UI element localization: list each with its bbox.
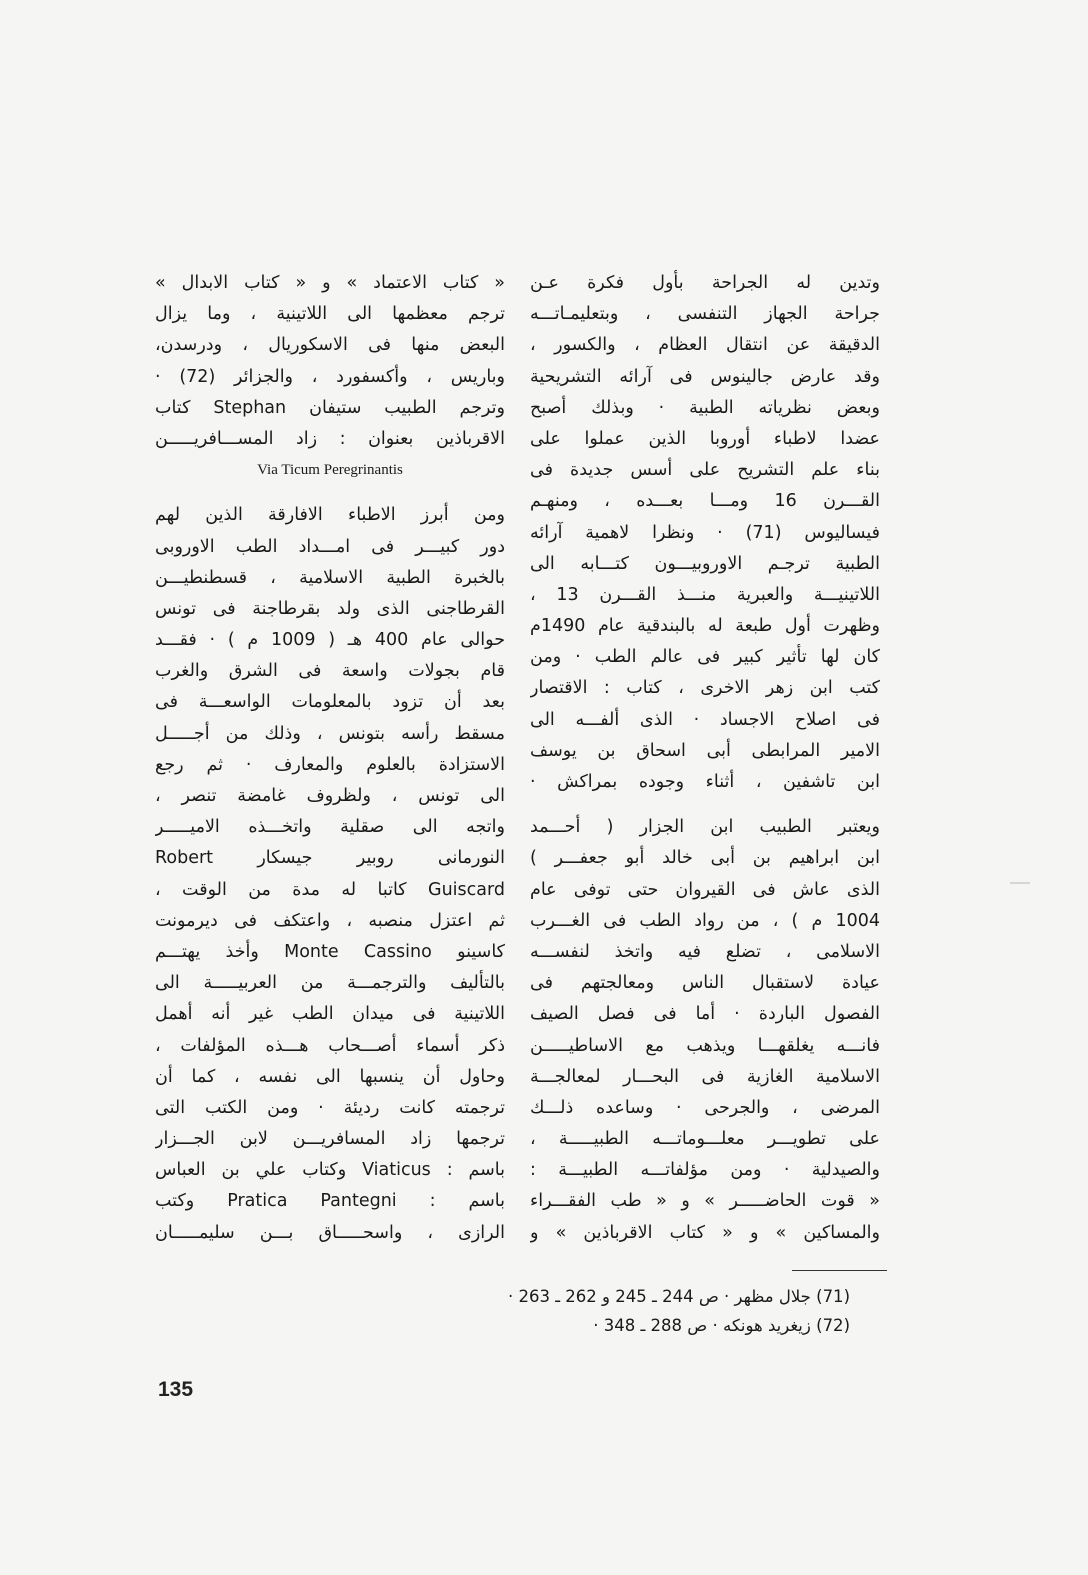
left-column-line: بالخبرة الطبية الاسلامية ، قسطنطيـــن <box>155 567 505 588</box>
right-column-line: 1004 م ) ، من رواد الطب فى الغـــرب <box>530 910 880 931</box>
right-column-line: القـــرن 16 ومـــا بعـــده ، ومنهـم <box>530 491 880 512</box>
right-column-line: الاسلامية الغازية فى البحـــار لمعالجـــة <box>530 1066 880 1087</box>
right-column-line: وتدين له الجراحة بأول فكرة عـن <box>530 273 880 293</box>
right-text-column <box>530 268 880 1249</box>
left-column-line: اللاتينية فى ميدان الطب غير أنه أهمل <box>155 1004 505 1025</box>
left-column-line: الرازى ، واسحـــــاق بـــن سليمـــــان <box>155 1222 505 1243</box>
left-column-line: النورمانى روبير جيسكار Robert <box>155 848 505 869</box>
left-column-line: حوالى عام 400 هـ ( 1009 م ) · فقـــد <box>155 630 505 651</box>
right-column-line: الدقيقة عن انتقال العظام ، والكسور ، <box>530 335 880 356</box>
left-column-line: ثم اعتزل منصبه ، واعتكف فى ديرمونت <box>155 910 505 931</box>
footnote-72: (72) زيغريد هونكه · ص 288 ـ 348 · <box>593 1316 850 1335</box>
right-column-line: عيادة لاستقبال الناس ومعالجتهم فى <box>530 973 880 994</box>
left-column-line: الى تونس ، ولظروف غامضة تنصر ، <box>155 786 505 806</box>
left-column-line: وحاول أن ينسبها الى نفسه ، كما أن <box>155 1066 505 1087</box>
right-column-line: على تطويـــر معلـــوماتـــه الطبيـــــة ، <box>530 1129 880 1150</box>
right-column-line: فانـــه يغلقهـــا ويذهب مع الاساطيـــــن <box>530 1035 880 1056</box>
right-column-line: والصيدلية · ومن مؤلفاتـــه الطبيـــة : <box>530 1160 880 1181</box>
left-column-line: كاسينو Monte Cassino وأخذ يهتـــم <box>155 941 505 962</box>
left-column-line: باسم : Pratica Pantegni وكتب <box>155 1191 505 1212</box>
left-column-line: ومن أبرز الاطباء الافارقة الذين لهم <box>155 505 505 526</box>
right-column-line: وقد عارض جالينوس فى آرائه التشريحية <box>530 366 880 387</box>
left-column-line: مسقط رأسه بتونس ، وذلك من أجـــــل <box>155 723 505 744</box>
left-column-line: وترجم الطبيب ستيفان Stephan كتاب <box>155 397 505 418</box>
footnote-71: (71) جلال مظهر · ص 244 ـ 245 و 262 ـ 263 · <box>507 1287 850 1306</box>
right-column-line: الامير المرابطى أبى اسحاق بن يوسف <box>530 740 880 761</box>
left-column-line: باسم : Viaticus وكتاب علي بن العباس <box>155 1160 505 1181</box>
left-text-column <box>155 268 505 1249</box>
left-column-line: ترجمها زاد المسافريـــن لابن الجـــزار <box>155 1129 505 1150</box>
left-column-line: وباريس ، وأكسفورد ، والجزائر (72) · <box>155 366 505 387</box>
right-column-line: اللاتينيـــة والعبرية منـــذ القـــرن 13 ، <box>530 584 880 605</box>
left-column-line: واتجه الى صقلية واتخـــذه الاميـــــر <box>155 817 505 838</box>
right-column-line: جراحة الجهاز التنفسى ، وبتعليمـاتـــه <box>530 304 880 325</box>
left-column-line: بعد أن تزود بالمعلومات الواسعـــة فى <box>155 692 505 713</box>
paragraph-break <box>155 486 505 500</box>
left-column-line: « كتاب الاعتماد » و « كتاب الابدال » <box>155 273 505 293</box>
scan-mark <box>1010 882 1030 884</box>
right-column-line: « قوت الحاضـــــر » و « طب الفقـــراء <box>530 1191 880 1212</box>
left-column-line: Via Ticum Peregrinantis <box>257 462 403 479</box>
left-column-line: Guiscard كاتبا له مدة من الوقت ، <box>155 879 505 900</box>
left-column-line: ذكر أسماء أصـــحاب هـــذه المؤلفات ، <box>155 1035 505 1056</box>
right-column-line: وبعض نظرياته الطبية · وبذلك أصبح <box>530 397 880 418</box>
paragraph-break <box>530 798 880 812</box>
left-column-line: ترجم معظمها الى اللاتينية ، وما يزال <box>155 304 505 325</box>
right-column-line: الاسلامى ، تضلع فيه واتخذ لنفســـه <box>530 941 880 962</box>
left-column-line: دور كبيـــر فى امـــداد الطب الاوروبى <box>155 536 505 557</box>
left-column-line: قام بجولات واسعة فى الشرق والغرب <box>155 661 505 682</box>
right-column-line: الفصول الباردة · أما فى فصل الصيف <box>530 1004 880 1025</box>
right-column-line: كان لها تأثير كبير فى عالم الطب · ومن <box>530 647 880 668</box>
left-column-line: ترجمته كانت رديئة · ومن الكتب التى <box>155 1097 505 1118</box>
right-column-line: الطبية ترجـم الاوروبيـــون كتـــابه الى <box>530 553 880 574</box>
right-column-line: الذى عاش فى القيروان حتى توفى عام <box>530 879 880 900</box>
page-number: 135 <box>158 1378 194 1401</box>
footnotes <box>395 1282 850 1340</box>
right-column-line: وظهرت أول طبعة له بالبندقية عام 1490م <box>530 616 880 637</box>
right-column-line: ابن ابراهيم بن أبى خالد أبو جعفـــر ) <box>530 848 880 869</box>
left-column-line: الاقرباذين بعنوان : زاد المســـافريـــــن <box>155 428 505 449</box>
footnote-separator <box>792 1270 887 1271</box>
left-column-line: البعض منها فى الاسكوريال ، ودرسدن، <box>155 335 505 356</box>
left-column-line: الاستزادة بالعلوم والمعارف · ثم رجع <box>155 754 505 775</box>
right-column-line: فيساليوس (71) · ونظرا لاهمية آرائه <box>530 522 880 543</box>
right-column-line: عضدا لاطباء أوروبا الذين عملوا على <box>530 428 880 449</box>
right-column-line: كتب ابن زهر الاخرى ، كتاب : الاقتصار <box>530 678 880 699</box>
right-column-line: فى اصلاح الاجساد · الذى ألفـــه الى <box>530 709 880 730</box>
left-column-line: بالتأليف والترجمـــة من العربيـــــة الى <box>155 973 505 994</box>
right-column-line: والمساكين » و « كتاب الاقرباذين » و <box>530 1222 880 1243</box>
right-column-line: بناء علم التشريح على أسس جديدة فى <box>530 460 880 481</box>
right-column-line: ويعتبر الطبيب ابن الجزار ( أحـــمد <box>530 817 880 838</box>
right-column-line: المرضى ، والجرحى · وساعده ذلـــك <box>530 1097 880 1118</box>
left-column-line: القرطاجنى الذى ولد بقرطاجنة فى تونس <box>155 598 505 619</box>
right-column-line: ابن تاشفين ، أثناء وجوده بمراكش · <box>530 772 880 792</box>
